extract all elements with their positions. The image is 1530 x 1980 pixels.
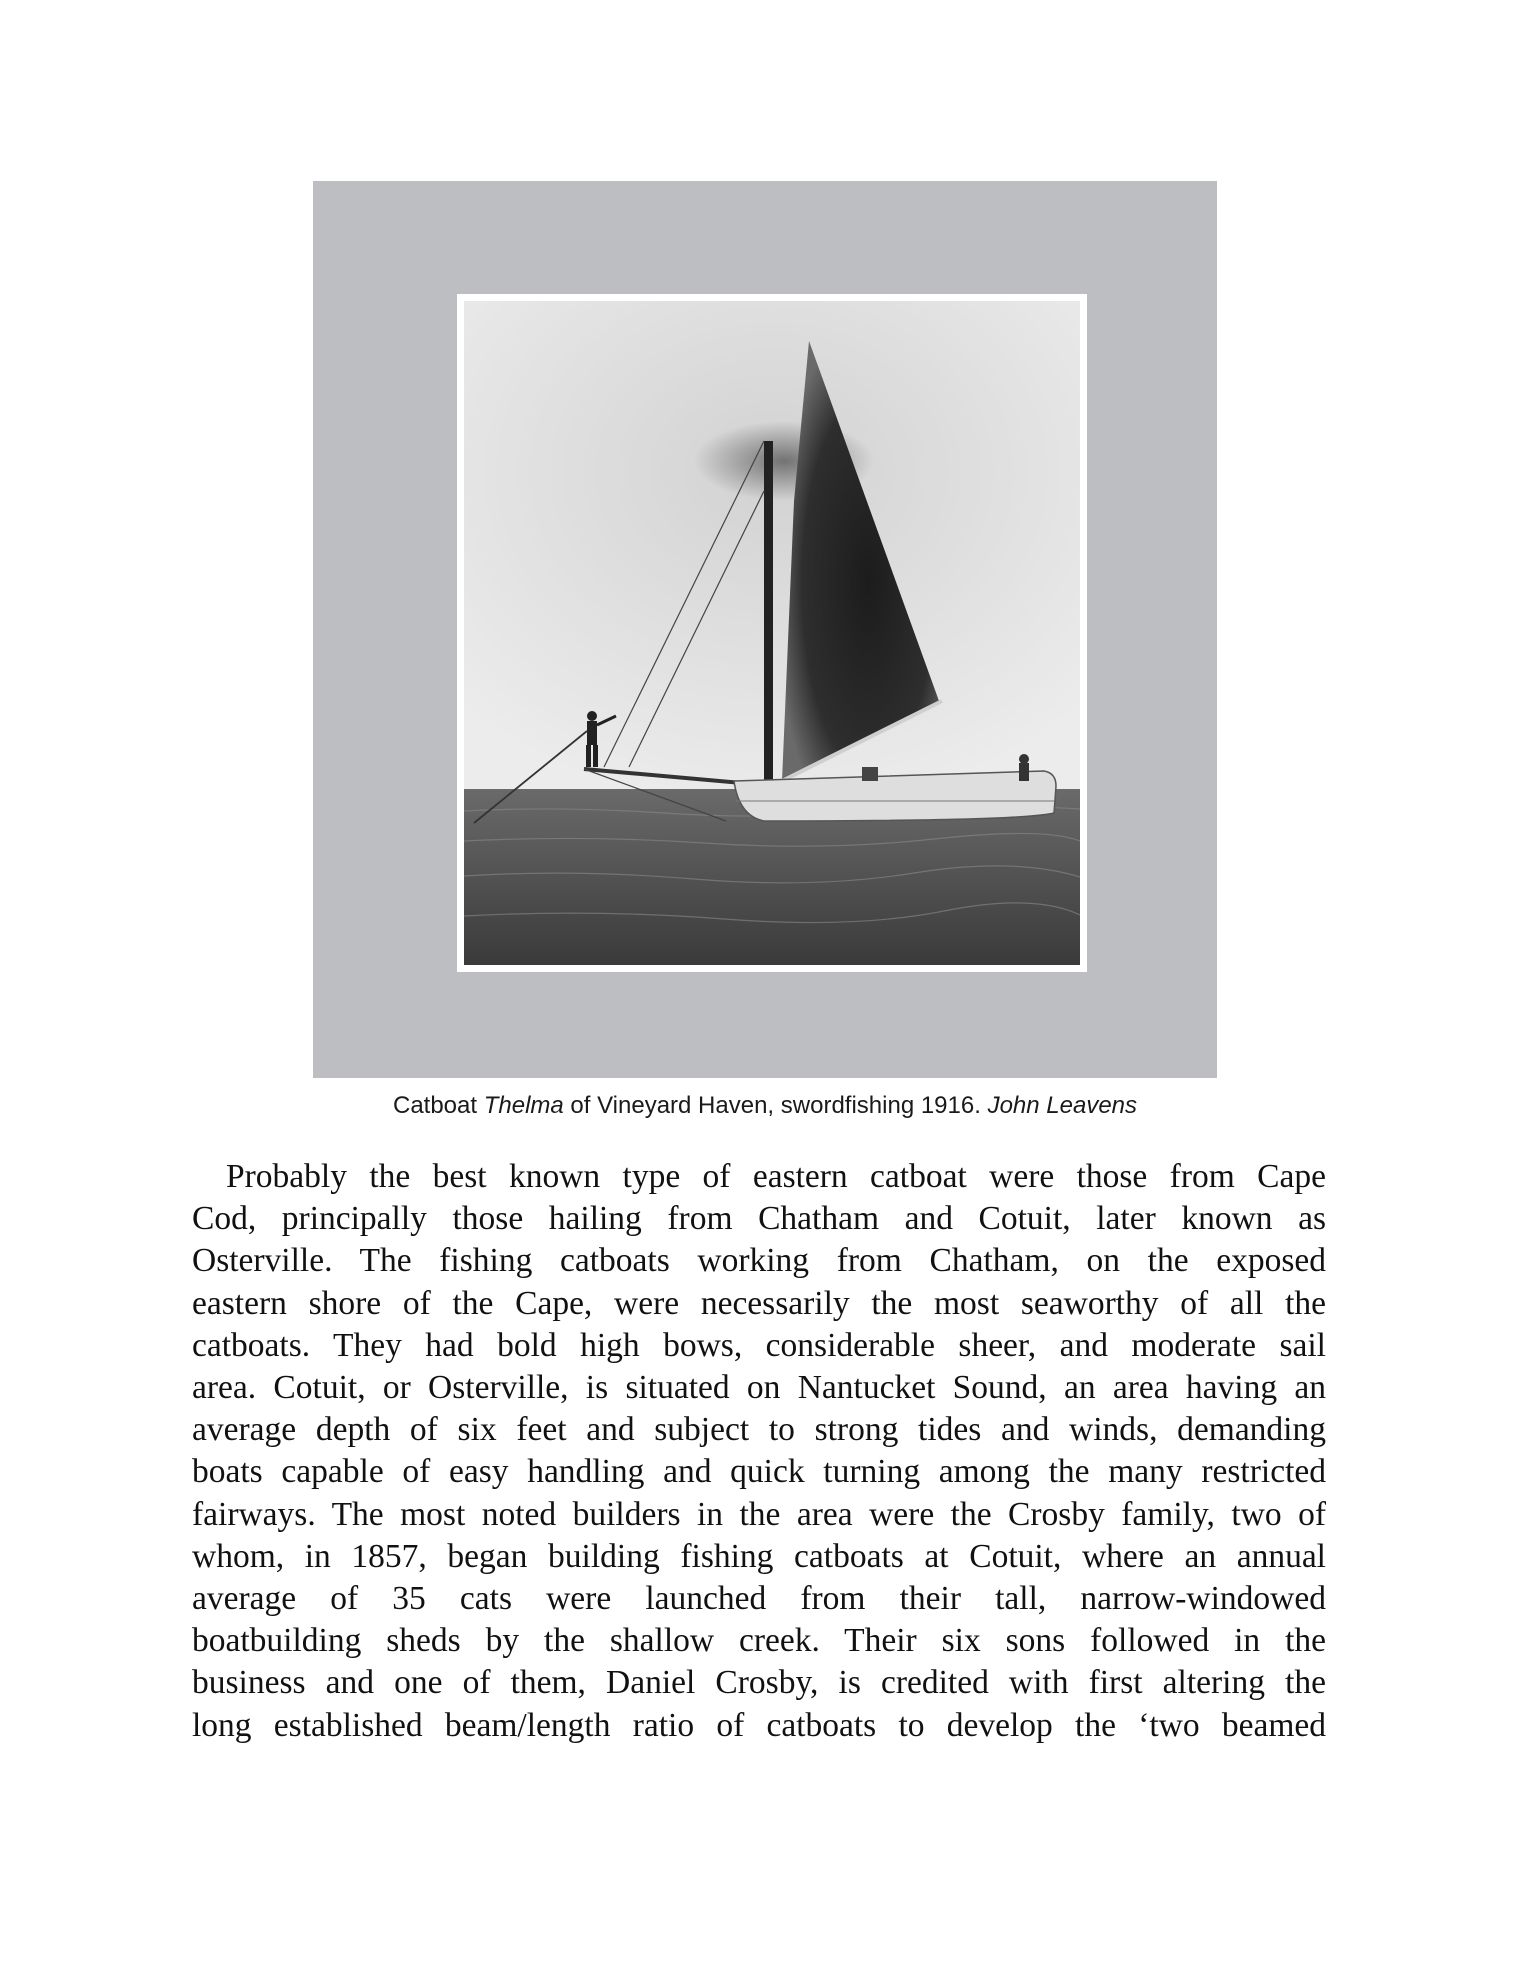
photo-mat — [457, 294, 1087, 972]
body-line: boatbuilding sheds by the shallow creek. Their six sons followed in the — [192, 1622, 1326, 1660]
body-line: boats capable of easy handling and quick turning among the many restricted — [192, 1453, 1326, 1491]
body-paragraph — [192, 1156, 1326, 1747]
body-line: Cod, principally those hailing from Chatham and Cotuit, later known as — [192, 1200, 1326, 1238]
body-line: average of 35 cats were launched from their tall, narrow-windowed — [192, 1580, 1326, 1618]
body-line: area. Cotuit, or Osterville, is situated on Nantucket Sound, an area having an — [192, 1369, 1326, 1407]
caption-boat-name: Thelma — [483, 1092, 564, 1119]
catboat-illustration — [464, 301, 1080, 965]
figure-caption — [0, 1092, 1530, 1120]
caption-prefix: Catboat — [392, 1092, 484, 1119]
body-line: long established beam/length ratio of catboats to develop the ‘two beamed — [192, 1706, 1326, 1744]
body-line: Osterville. The fishing catboats working from Chatham, on the exposed — [192, 1242, 1326, 1280]
figure-frame — [313, 181, 1217, 1078]
body-line: business and one of them, Daniel Crosby, is credited with first altering the — [192, 1664, 1326, 1702]
body-line: average depth of six feet and subject to strong tides and winds, demanding — [192, 1411, 1326, 1449]
body-line: Probably the best known type of eastern catboat were those from Cape — [226, 1158, 1326, 1195]
catboat-photo — [464, 301, 1080, 965]
caption-credit: John Leavens — [987, 1092, 1138, 1119]
body-line: eastern shore of the Cape, were necessarily the most seaworthy of all the — [192, 1284, 1326, 1322]
caption-middle: of Vineyard Haven, swordfishing 1916. — [563, 1092, 988, 1119]
body-line: fairways. The most noted builders in the area were the Crosby family, two of — [192, 1495, 1326, 1533]
body-line: whom, in 1857, began building fishing catboats at Cotuit, where an annual — [192, 1537, 1326, 1575]
body-line: catboats. They had bold high bows, considerable sheer, and moderate sail — [192, 1326, 1326, 1364]
